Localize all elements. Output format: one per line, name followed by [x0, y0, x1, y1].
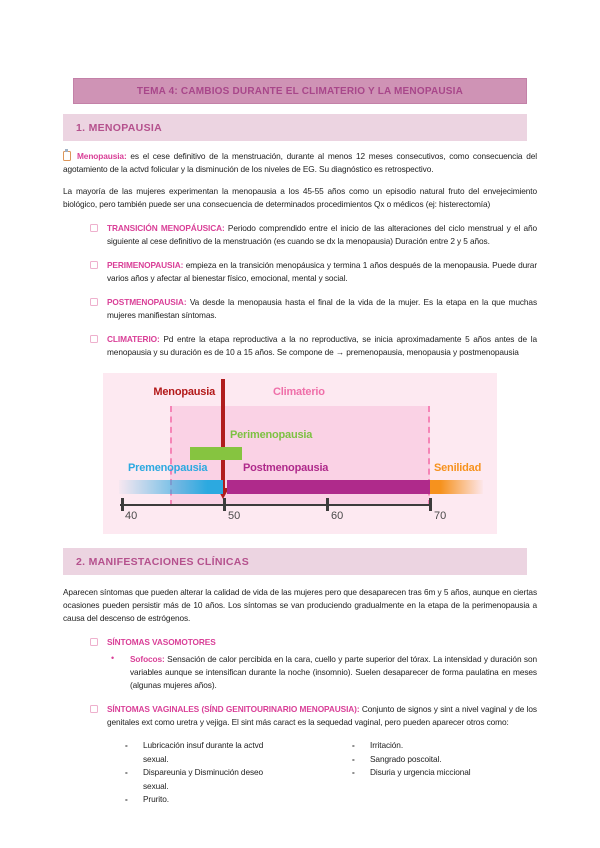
axis-tick: [223, 498, 226, 511]
term-perimenopausia: PERIMENOPAUSIA:: [107, 260, 184, 270]
term-vaginales: SÍNTOMAS VAGINALES (SÍND GENITOURINARIO MENOPAUSIA):: [107, 704, 360, 714]
section1-heading-banner: [63, 114, 527, 141]
symptoms-column-left: [63, 739, 290, 807]
senilidad-bar: [430, 480, 483, 494]
term-transicion: TRANSICIÓN MENOPÁUSICA:: [107, 223, 225, 233]
list-item-climaterio: [63, 333, 537, 359]
paragraph-sintomas-intro: Aparecen síntomas que pueden alterar la calidad de vida de las mujeres pero que desaparecen tras 6m y 5 años, aunque en ciertas ocasiones pueden persistir más de 10 años. Los síntomas se van produciendo gradualmente en la etapa de la perimenopausia a causa del descenso de estrógenos.: [63, 587, 537, 623]
paragraph-menopausia-age: La mayoría de las mujeres experimentan la menopausia a los 45-55 años como un episodio natural fruto del envejecimiento biológico, pero también puede ser una consecuencia de determinados procedimientos Qx o médicos (ej: histerectomía): [63, 186, 537, 209]
climaterio-text: Pd entre la etapa reproductiva a la no reproductiva, se inicia aproximadamente 5 años antes de la menopausia y su duración es de 10 a 15 años. Se compone de → premenopausia, menopausia y postmenopausia: [107, 334, 537, 357]
content-area-2: [0, 586, 600, 807]
sub-item-sofocos: [63, 653, 537, 692]
perimenopausia-bar: [190, 447, 242, 460]
list-item-perimenopausia: [63, 259, 537, 285]
term-climaterio: CLIMATERIO:: [107, 334, 160, 344]
climacteric-timeline-diagram: [103, 373, 497, 534]
postmenopausia-text: Va desde la menopausia hasta el final de la vida de la mujer. Es la etapa en la que muchas mujeres manifiestan síntomas.: [107, 297, 537, 320]
term-vasomotores: SÍNTOMAS VASOMOTORES: [107, 637, 216, 647]
section1-heading: 1. MENOPAUSIA: [76, 121, 162, 134]
postmenopausia-bar: [227, 480, 430, 494]
vaginales-text: Conjunto de signos y sint a nivel vaginal y de los genitales ext como uretra y vejiga. El sint más caract es la sequedad vaginal, pero pueden aparecer otros como:: [107, 704, 537, 727]
clipboard-icon: [63, 151, 71, 161]
transicion-text: Periodo comprendido entre el inicio de las alteraciones del ciclo menstrual y el año siguiente al cese definitivo de la menstruación (es cuando se dx la menopausia) Duración entre 2 y 5 años.: [107, 223, 538, 246]
checkbox-icon[interactable]: [90, 261, 98, 269]
checkbox-icon[interactable]: [90, 335, 98, 343]
axis-tick-label-40: 40: [125, 510, 138, 522]
section2-heading: 2. MANIFESTACIONES CLÍNICAS: [76, 555, 249, 568]
page-title-banner: [73, 78, 527, 104]
perimenopausia-text: empieza en la transición menopáusica y termina 1 años después de la menopausia. Puede durar varios años y afectar al bienestar físico, emocional, mental y social.: [107, 260, 537, 283]
axis-tick-label-70: 70: [434, 510, 447, 522]
checkbox-icon[interactable]: [90, 298, 98, 306]
checkbox-icon[interactable]: [90, 705, 98, 713]
symptom-item: - Prurito.: [125, 793, 290, 807]
diagram-label-senilidad: Senilidad: [434, 462, 482, 474]
age-axis: [120, 504, 432, 506]
diagram-label-perimenopausia: Perimenopausia: [230, 429, 313, 441]
sofocos-text: Sensación de calor percibida en la cara, cuello y parte superior del tórax. La intensidad y duración son variables aunque se intensifican durante la noche (insomnio). Suelen desaparecer de forma paulatina en meses (algunas mujeres años).: [130, 654, 537, 690]
term-sofocos: Sofocos:: [130, 654, 165, 664]
term-postmenopausia: POSTMENOPAUSIA:: [107, 297, 187, 307]
diagram-label-premenopausia: Premenopausia: [128, 462, 208, 474]
list-item-vaginales: [63, 703, 537, 729]
axis-tick: [429, 498, 432, 511]
term-menopausia: Menopausia:: [77, 151, 127, 161]
menopause-arrow-icon: [221, 379, 225, 489]
premenopausia-bar: [119, 480, 223, 494]
checkbox-icon[interactable]: [90, 638, 98, 646]
bullet-icon: •: [111, 653, 115, 663]
page-title: TEMA 4: CAMBIOS DURANTE EL CLIMATERIO Y LA MENOPAUSIA: [136, 85, 464, 97]
checkbox-icon[interactable]: [90, 224, 98, 232]
menopausia-definition-text: es el cese definitivo de la menstruación, durante al menos 12 meses consecutivos, como consecuencia del agotamiento de la actvd folicular y la disminución de los niveles de EG. Su diagnóstico es retrospectivo.: [63, 151, 537, 174]
symptom-item: - Irritación.: [352, 739, 537, 753]
list-item-postmenopausia: [63, 296, 537, 322]
axis-tick: [326, 498, 329, 511]
symptom-item: - Disuria y urgencia miccional: [352, 766, 537, 780]
diagram-label-postmenopausia: Postmenopausia: [243, 462, 329, 474]
list-item-vasomotores: [63, 636, 537, 649]
content-area: [0, 150, 600, 534]
symptom-item: - Sangrado poscoital.: [352, 753, 537, 767]
diagram-label-climaterio: Climaterio: [273, 386, 325, 398]
axis-tick: [121, 498, 124, 511]
list-item-transicion: [63, 222, 537, 248]
axis-tick-label-50: 50: [228, 510, 241, 522]
symptom-item: - Dispareunia y Disminución deseo sexual.: [125, 766, 290, 793]
diagram-label-menopausia: Menopausia: [153, 386, 215, 398]
section2-heading-banner: [63, 548, 527, 575]
paragraph-menopausia-definition: [63, 150, 537, 176]
axis-tick-label-60: 60: [331, 510, 344, 522]
vaginal-symptoms-columns: [63, 739, 537, 807]
symptoms-column-right: [290, 739, 537, 807]
symptom-item: - Lubricación insuf durante la actvd sexual.: [125, 739, 290, 766]
